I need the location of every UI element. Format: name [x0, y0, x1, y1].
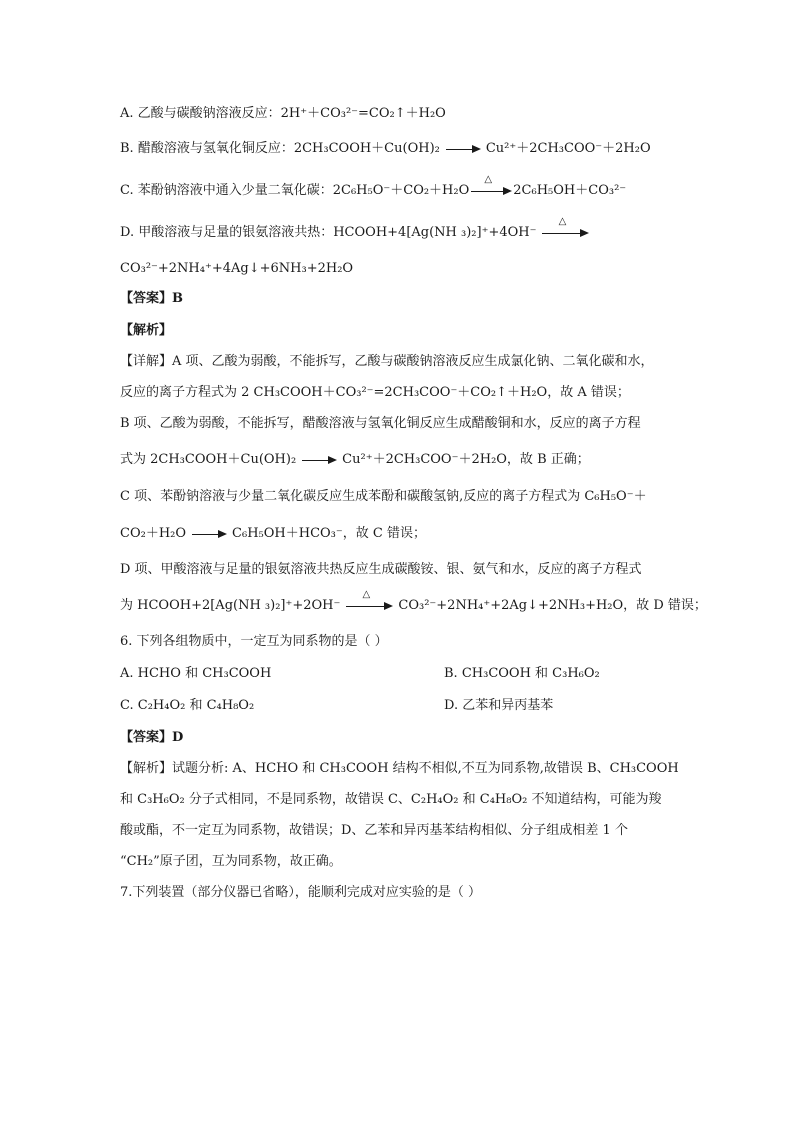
reaction-arrow-heat-icon: △	[346, 599, 392, 613]
q6-option-d: D. 乙苯和异丙基苯	[444, 698, 554, 713]
reaction-arrow-icon	[192, 527, 226, 541]
q5-analysis-heading: 【解析】	[120, 323, 173, 338]
q6-stem: 6. 下列各组物质中，一定互为同系物的是（ ）	[120, 634, 388, 649]
q6-options-row-1	[120, 664, 680, 684]
q5-option-b: B. 醋酸溶液与氢氧化铜反应：2CH₃COOH＋Cu(OH)₂ Cu²⁺＋2CH₃COO⁻＋2H₂O	[120, 141, 651, 156]
reaction-arrow-heat-icon: △	[471, 184, 511, 198]
q5-option-a: A. 乙酸与碳酸钠溶液反应：2H⁺＋CO₃²⁻=CO₂↑＋H₂O	[120, 106, 446, 121]
q6-option-b: B. CH₃COOH 和 C₃H₆O₂	[444, 666, 600, 681]
q5-explanation-line: 为 HCOOH+2[Ag(NH ₃)₂]⁺+2OH⁻ △ CO₃²⁻+2NH₄⁺+2Ag↓+2NH₃+H₂O，故 D 错误；	[120, 588, 707, 613]
q5-option-d-continued: CO₃²⁻+2NH₄⁺+4Ag↓+6NH₃+2H₂O	[120, 261, 354, 276]
q6-answer: 【答案】D	[120, 730, 184, 745]
q6-explanation-line: “CH₂”原子团，互为同系物，故正确。	[120, 854, 342, 869]
q6-explanation-line: 和 C₃H₆O₂ 分子式相同，不是同系物，故错误 C、C₂H₄O₂ 和 C₄H₈O₂ 不知道结构，可能为羧	[120, 792, 662, 807]
reaction-arrow-heat-icon: △	[542, 226, 588, 240]
q6-explanation-line: 酸或酯，不一定互为同系物，故错误；D、乙苯和异丙基苯结构相似、分子组成相差 1 个	[120, 823, 628, 838]
q6-option-c: C. C₂H₄O₂ 和 C₄H₈O₂	[120, 698, 255, 713]
q5-explanation-line: 式为 2CH₃COOH＋Cu(OH)₂ Cu²⁺＋2CH₃COO⁻＋2H₂O，故 B 正确；	[120, 452, 590, 467]
q5-explanation-line: CO₂＋H₂O C₆H₅OH＋HCO₃⁻，故 C 错误；	[120, 526, 426, 541]
q5-explanation-line: B 项、乙酸为弱酸，不能拆写，醋酸溶液与氢氧化铜反应生成醋酸铜和水，反应的离子方程	[120, 416, 641, 431]
q6-option-a: A. HCHO 和 CH₃COOH	[120, 666, 272, 681]
reaction-arrow-icon	[446, 142, 480, 156]
q5-option-d: D. 甲酸溶液与足量的银氨溶液共热：HCOOH+4[Ag(NH ₃)₂]⁺+4OH⁻ △	[120, 223, 594, 243]
q5-explanation-line: D 项、甲酸溶液与足量的银氨溶液共热反应生成碳酸铵、银、氨气和水，反应的离子方程式	[120, 562, 642, 577]
q7-stem: 7.下列装置（部分仪器已省略），能顺利完成对应实验的是（ ）	[120, 885, 482, 900]
q5-explanation-line: 反应的离子方程式为 2 CH₃COOH＋CO₃²⁻=2CH₃COO⁻＋CO₂↑＋H₂O，故 A 错误；	[120, 385, 630, 400]
q6-explanation-line: 【解析】试题分析: A、HCHO 和 CH₃COOH 结构不相似,不互为同系物,故错误 B、CH₃COOH	[120, 761, 679, 776]
q5-explanation-line: 【详解】A 项、乙酸为弱酸，不能拆写，乙酸与碳酸钠溶液反应生成氯化钠、二氧化碳和水，	[120, 354, 654, 369]
q5-option-c: C. 苯酚钠溶液中通入少量二氧化碳：2C₆H₅O⁻＋CO₂＋H₂O △ 2C₆H₅OH＋CO₃²⁻	[120, 173, 627, 198]
reaction-arrow-icon	[302, 453, 336, 467]
q5-explanation-line: C 项、苯酚钠溶液与少量二氧化碳反应生成苯酚和碳酸氢钠,反应的离子方程式为 C₆H₅O⁻＋	[120, 489, 647, 504]
q6-options-row-2	[120, 696, 680, 716]
q5-answer: 【答案】B	[120, 291, 183, 306]
